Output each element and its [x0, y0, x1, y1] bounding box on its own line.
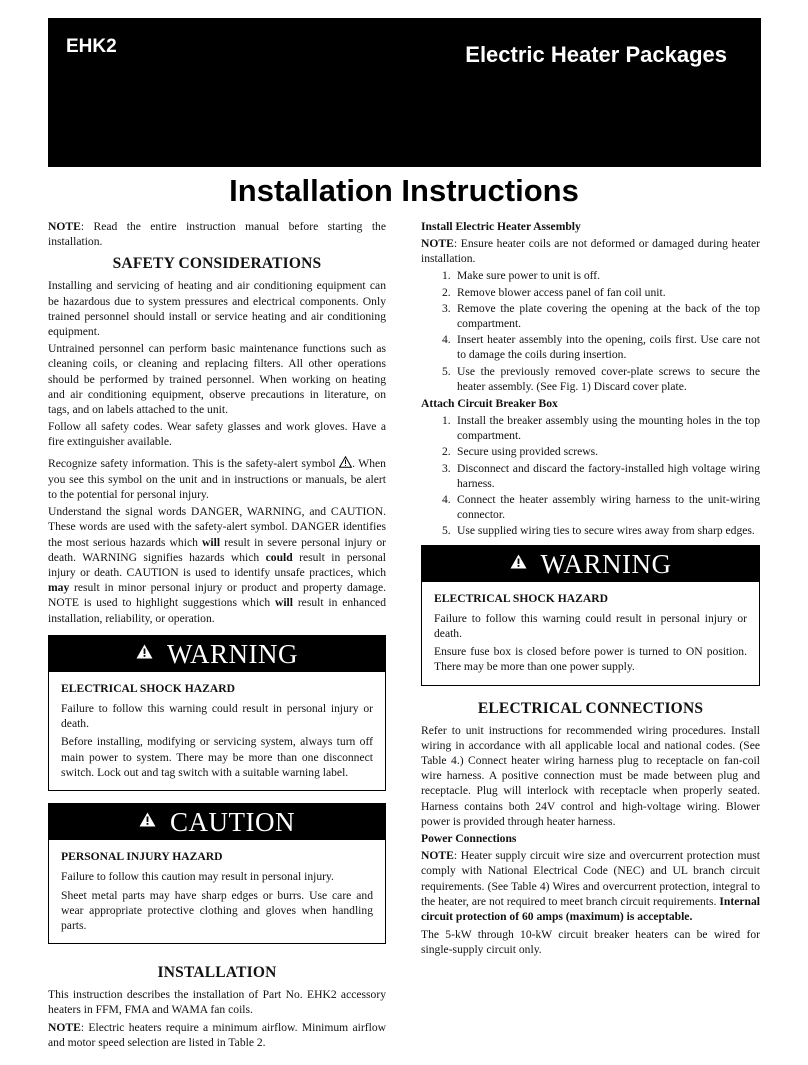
caution-box — [48, 803, 386, 944]
list-item: 3. Disconnect and discard the factory-installed high voltage wiring harness. — [442, 461, 760, 490]
power-note: NOTE: Heater supply circuit wire size and overcurrent protection must comply with National Electrical Code (NEC) and UL branch circuit requirements. (See Table 4) Wires and overcurrent protection, integral to the heater, are not required to meet branch circuit requirements. Internal circuit protection of 60 amps (maximum) is acceptable. — [421, 849, 760, 923]
intro-note: NOTE: Read the entire instruction manual before starting the installation. — [48, 220, 386, 249]
breaker-box-heading: Attach Circuit Breaker Box — [421, 397, 558, 411]
caution-banner — [49, 804, 385, 840]
safety-paragraph-3: Follow all safety codes. Wear safety glasses and work gloves. Have a fire extinguisher available. — [48, 420, 386, 449]
warning-box-left — [48, 635, 386, 791]
breaker-steps-list — [421, 413, 760, 539]
warning-title: ELECTRICAL SHOCK HAZARD — [61, 681, 235, 695]
heater-note: NOTE: Ensure heater coils are not deformed or damaged during heater installation. — [421, 237, 760, 266]
installation-heading: INSTALLATION — [157, 964, 277, 982]
heater-assembly-heading: Install Electric Heater Assembly — [421, 220, 581, 233]
list-item: 3. Remove the plate covering the opening at the back of the top compartment. — [442, 301, 760, 331]
warning-box-right — [421, 545, 760, 686]
caution-body — [49, 840, 385, 943]
installation-note: NOTE: Electric heaters require a minimum airflow. Minimum airflow and motor speed selection are listed in Table 2. — [48, 1020, 386, 1049]
safety-alert-icon — [339, 456, 352, 472]
list-item: 5. Use the previously removed cover-plate screws to secure the heater assembly. (See Fig. 1) Discard cover plate. — [442, 364, 760, 393]
warning-triangle-icon — [136, 644, 153, 663]
power-paragraph-2: The 5-kW through 10-kW circuit breaker heaters can be wired for single-supply circuit only. — [421, 928, 760, 957]
caution-text-2: Sheet metal parts may have sharp edges or burrs. Use care and wear appropriate protective clothing and gloves when handling parts. — [61, 888, 373, 932]
safety-paragraph-1: Installing and servicing of heating and air conditioning equipment can be hazardous due to system pressures and electrical components. Only trained personnel should install or service heating and air conditioning equipment. — [48, 279, 386, 339]
power-connections-heading: Power Connections — [421, 832, 517, 846]
list-item: 5. Use supplied wiring ties to secure wires away from sharp edges. — [442, 524, 755, 538]
list-item: 1. Install the breaker assembly using the mounting holes in the top compartment. — [442, 414, 760, 443]
safety-paragraph-2: Untrained personnel can perform basic maintenance functions such as cleaning coils, or cleaning and replacing filters. All other operations should be performed by trained personnel. When working on heating and air conditioning equipment, observe precautions in literature, on tags, and on labels attached to the unit. — [48, 342, 386, 417]
list-item: 2. Secure using provided screws. — [442, 445, 599, 459]
warning-banner — [422, 546, 759, 582]
warning-title: ELECTRICAL SHOCK HAZARD — [434, 591, 608, 605]
list-item: 4. Connect the heater assembly wiring harness to the unit-wiring connector. — [442, 493, 760, 522]
caution-triangle-icon — [139, 812, 156, 831]
caution-word: CAUTION — [170, 807, 295, 838]
safety-heading: SAFETY CONSIDERATIONS — [112, 255, 322, 273]
warning-body — [49, 672, 385, 790]
installation-paragraph: This instruction describes the installation of Part No. EHK2 accessory heaters in FFM, FMA and WAMA fan coils. — [48, 988, 386, 1017]
warning-word: WARNING — [540, 548, 672, 579]
warning-triangle-icon — [510, 554, 527, 573]
warning-text-2: Ensure fuse box is closed before power is turned to ON position. There may be more than one power supply. — [434, 645, 747, 674]
warning-text-2: Before installing, modifying or servicing system, always turn off main power to system. There may be more than one disconnect switch. Lock out and tag switch with a suitable warning label. — [61, 735, 373, 779]
header-title: Electric Heater Packages — [465, 42, 727, 67]
left-column — [48, 219, 386, 1052]
list-item: 2. Remove blower access panel of fan coil unit. — [442, 285, 666, 299]
right-column — [421, 219, 760, 960]
warning-word: WARNING — [167, 638, 298, 669]
product-code: EHK2 — [66, 36, 117, 57]
caution-title: PERSONAL INJURY HAZARD — [61, 850, 223, 864]
warning-body — [422, 582, 759, 685]
warning-banner — [49, 636, 385, 672]
warning-text-1: Failure to follow this warning could result in personal injury or death. — [434, 611, 747, 641]
page-title: Installation Instructions — [229, 173, 579, 208]
signal-words-paragraph: Understand the signal words DANGER, WARNING, and CAUTION. These words are used with the safety-alert symbol. DANGER identifies the most serious hazards which will result in severe personal injury or death. WARNING signifies hazards which could result in personal injury or death. CAUTION is used to identify unsafe practices, which may result in minor personal injury or product and property damage. NOTE is used to highlight suggestions which will result in enhanced installation, reliability, or operation. — [48, 505, 386, 625]
electrical-connections-heading: ELECTRICAL CONNECTIONS — [477, 699, 704, 717]
warning-text-1: Failure to follow this warning could result in personal injury or death. — [61, 702, 373, 731]
list-item: 4. Insert heater assembly into the opening, coils first. Use care not to damage the coils during insertion. — [442, 333, 760, 362]
safety-paragraph-4: Recognize safety information. This is the safety-alert symbol . When you see this symbol on the unit and in instructions or manuals, be alert to the potential for personal injury. — [48, 456, 386, 502]
caution-text-1: Failure to follow this caution may result in personal injury. — [61, 870, 334, 884]
header-bar — [48, 18, 761, 167]
electrical-paragraph: Refer to unit instructions for recommended wiring procedures. Install wiring in accordance with all applicable local and national codes. (See Table 4.) Connect heater wiring harness plug to receptacle on fan-coil wire harness. A positive connection must be made between plug and receptacle. Plug will interlock with receptacle when properly seated. Harness contains both 24V control and high-voltage wiring. Blower power is provided through heater harness. — [421, 723, 760, 828]
heater-steps-list — [421, 268, 760, 394]
list-item: 1. Make sure power to unit is off. — [442, 269, 601, 283]
